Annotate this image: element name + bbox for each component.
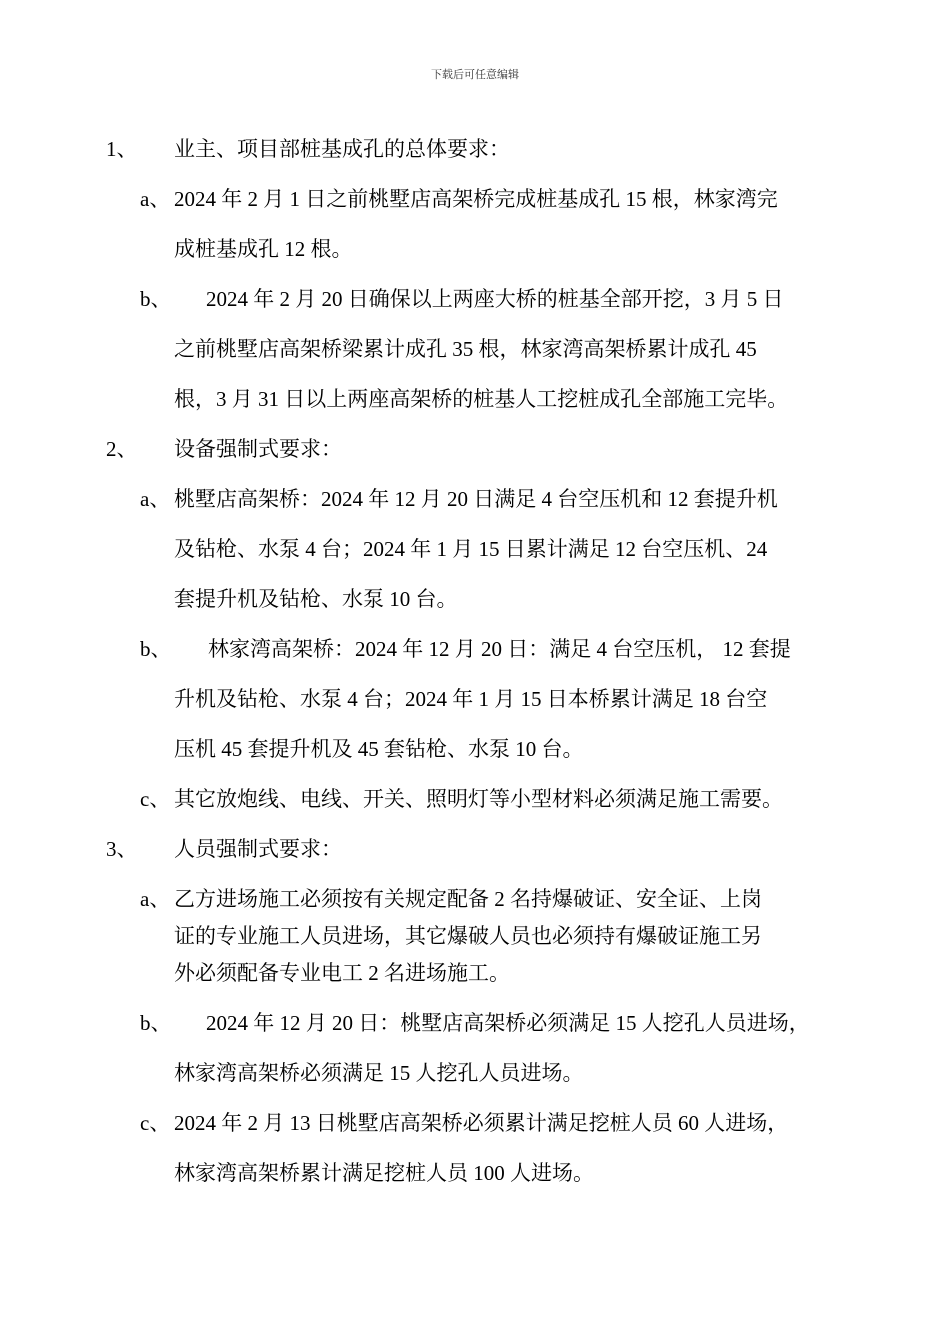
item-marker: b、 xyxy=(140,287,172,311)
item-marker: b、 xyxy=(140,637,172,661)
item-line: 成桩基成孔 12 根。 xyxy=(174,237,353,261)
item-line: 及钻枪、水泵 4 台；2024 年 1 月 15 日累计满足 12 台空压机、24 xyxy=(174,537,768,561)
section-number: 3、 xyxy=(106,837,138,861)
section-number: 2、 xyxy=(106,437,138,461)
section-title: 人员强制式要求： xyxy=(174,837,342,861)
item-line: 套提升机及钻枪、水泵 10 台。 xyxy=(174,587,458,611)
item-line: 桃墅店高架桥：2024 年 12 月 20 日满足 4 台空压机和 12 套提升机 xyxy=(174,487,778,511)
item-line: 2024 年 12 月 20 日：桃墅店高架桥必须满足 15 人挖孔人员进场， xyxy=(206,1011,810,1035)
section-title: 设备强制式要求： xyxy=(174,437,342,461)
item-marker: a、 xyxy=(140,187,171,211)
item-line: 乙方进场施工必须按有关规定配备 2 名持爆破证、安全证、上岗 xyxy=(174,887,762,911)
item-line: 证的专业施工人员进场，其它爆破人员也必须持有爆破证施工另 xyxy=(174,924,762,948)
item-marker: c、 xyxy=(140,1111,171,1135)
item-line: 升机及钻枪、水泵 4 台；2024 年 1 月 15 日本桥累计满足 18 台空 xyxy=(174,687,768,711)
item-line: 2024 年 2 月 1 日之前桃墅店高架桥完成桩基成孔 15 根，林家湾完 xyxy=(174,187,778,211)
item-line: 根，3 月 31 日以上两座高架桥的桩基人工挖桩成孔全部施工完毕。 xyxy=(174,387,789,411)
item-line: 2024 年 2 月 20 日确保以上两座大桥的桩基全部开挖，3 月 5 日 xyxy=(206,287,784,311)
item-line: 之前桃墅店高架桥梁累计成孔 35 根，林家湾高架桥累计成孔 45 xyxy=(174,337,757,361)
page-header: 下载后可任意编辑 xyxy=(431,69,519,81)
item-line: 其它放炮线、电线、开关、照明灯等小型材料必须满足施工需要。 xyxy=(174,787,783,811)
item-marker: c、 xyxy=(140,787,171,811)
item-marker: a、 xyxy=(140,887,171,911)
item-marker: b、 xyxy=(140,1011,172,1035)
item-marker: a、 xyxy=(140,487,171,511)
section-title: 业主、项目部桩基成孔的总体要求： xyxy=(174,137,510,161)
item-line: 外必须配备专业电工 2 名进场施工。 xyxy=(174,961,510,985)
section-number: 1、 xyxy=(106,137,138,161)
item-line: 林家湾高架桥累计满足挖桩人员 100 人进场。 xyxy=(174,1161,594,1185)
item-line: 林家湾高架桥：2024 年 12 月 20 日：满足 4 台空压机， 12 套提 xyxy=(208,637,791,661)
item-line: 2024 年 2 月 13 日桃墅店高架桥必须累计满足挖桩人员 60 人进场， xyxy=(174,1111,789,1135)
item-line: 压机 45 套提升机及 45 套钻枪、水泵 10 台。 xyxy=(174,737,584,761)
item-line: 林家湾高架桥必须满足 15 人挖孔人员进场。 xyxy=(174,1061,584,1085)
